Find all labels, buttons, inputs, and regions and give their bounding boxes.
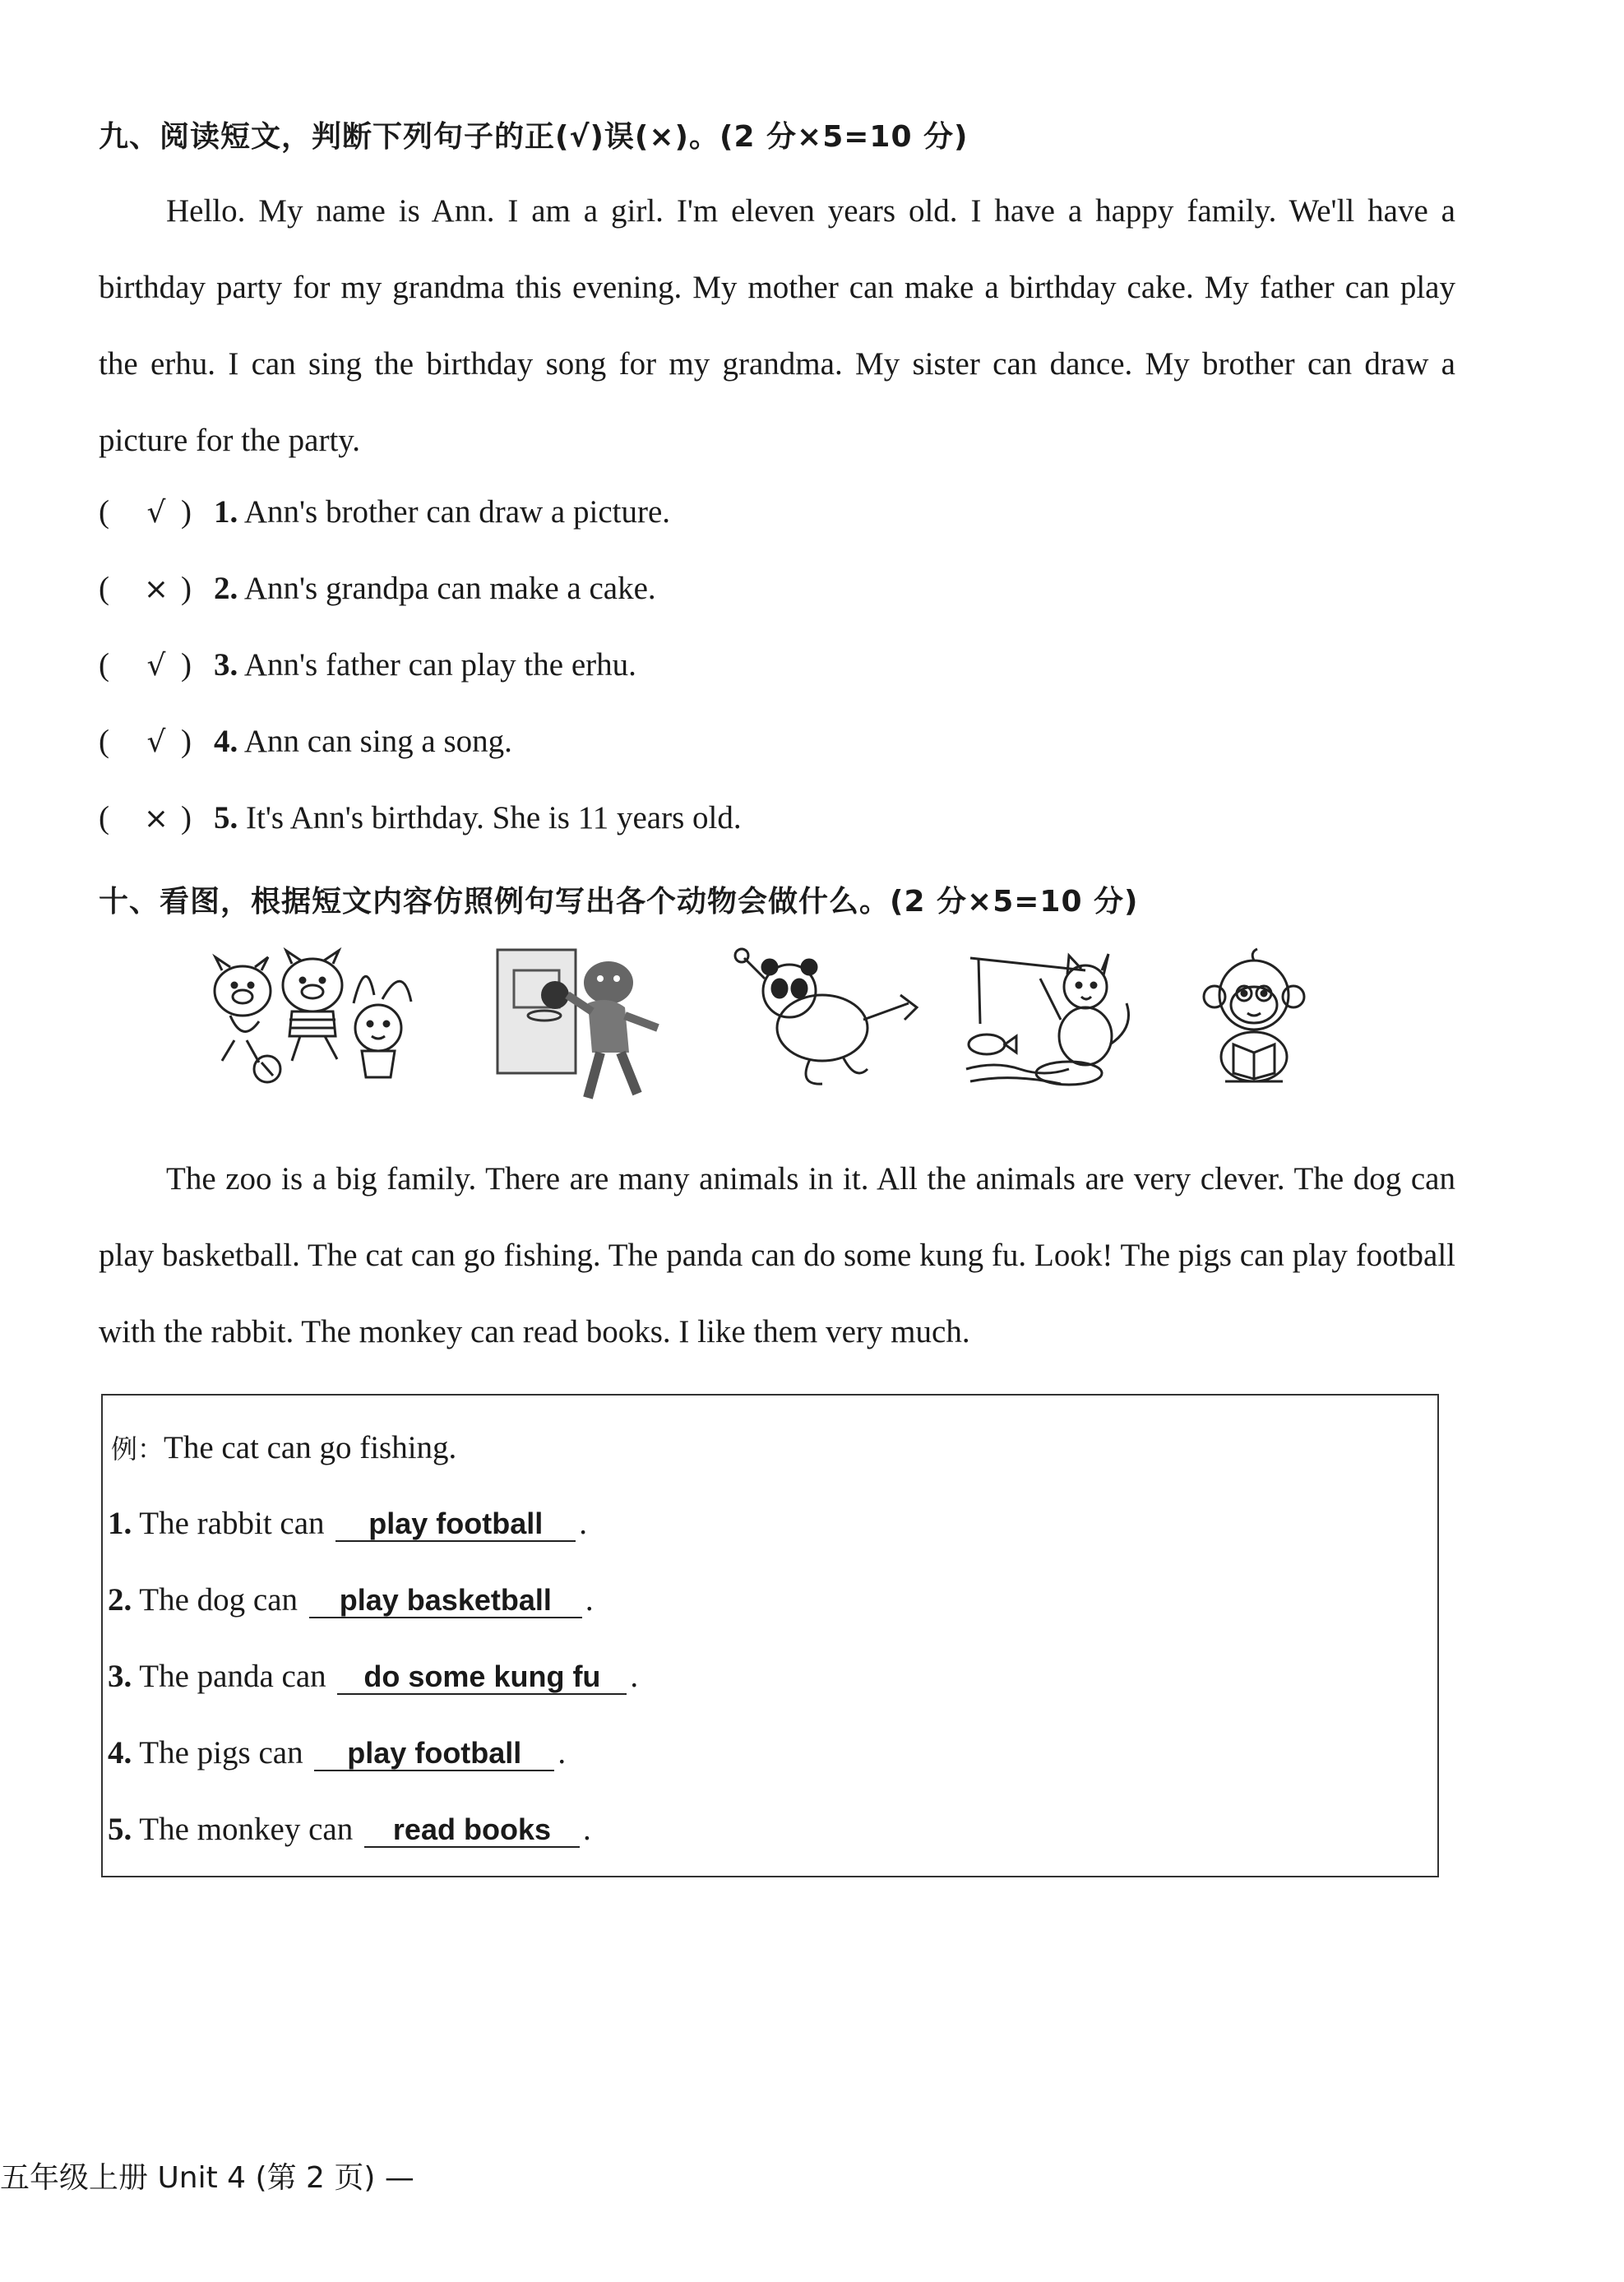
answer-blank[interactable]: read books [364, 1813, 580, 1848]
check-mark: √ [146, 496, 166, 530]
check-mark: √ [146, 725, 166, 759]
section-9-passage: Hello. My name is Ann. I am a girl. I'm eleven years old. I have a happy family. We'll have a birthday party for my grandma this evening. My mother can make a birthday cake. My father can play the erhu. I can sing the birthday song for my grandma. My sister can dance. My brother can draw a picture for the party. [99, 193, 1455, 458]
example-prefix: 例： [111, 1433, 164, 1465]
judge-item: ( √ ) 1. Ann's brother can draw a picture. [99, 494, 671, 530]
answer-line: 1. The rabbit can play football . [108, 1506, 588, 1541]
answer-blank[interactable]: play basketball [309, 1584, 582, 1618]
answer-blank[interactable]: play football [314, 1737, 554, 1771]
check-mark: √ [146, 649, 166, 683]
answer-line: 5. The monkey can read books . [108, 1812, 591, 1847]
section-9-heading: 九、阅读短文，判断下列句子的正(√)误(×)。(2 分×5=10 分) [99, 120, 969, 154]
answer-line: 3. The panda can do some kung fu . [108, 1659, 639, 1694]
answer-box [101, 1394, 1439, 1877]
animal-pictures [189, 946, 1357, 1127]
example-text: The cat can go fishing. [164, 1430, 457, 1465]
judge-item: ( √ ) 4. Ann can sing a song. [99, 724, 512, 759]
cross-mark: × [143, 572, 169, 606]
page-footer: 五年级上册 Unit 4 (第 2 页) — [0, 2161, 414, 2195]
answer-blank[interactable]: play football [335, 1507, 576, 1542]
answer-blank[interactable]: do some kung fu [337, 1660, 627, 1695]
dog-basketball-illustration [493, 946, 682, 1110]
section-10-passage: The zoo is a big family. There are many animals in it. All the animals are very clever. The dog can play basketball. The cat can go fishing. The panda can do some kung fu. Look! The pigs can play football with the rabbit. The monkey can read books. I like them very much. [99, 1161, 1455, 1349]
cross-mark: × [143, 802, 169, 835]
pigs-rabbit-football-illustration [197, 946, 444, 1094]
monkey-reading-illustration [1172, 946, 1336, 1094]
example-line [111, 1428, 456, 1466]
section-10-heading: 十、看图，根据短文内容仿照例句写出各个动物会做什么。(2 分×5=10 分) [99, 885, 1139, 919]
answer-line: 4. The pigs can play football . [108, 1735, 567, 1771]
panda-kungfu-illustration [732, 946, 921, 1094]
cat-fishing-illustration [962, 946, 1143, 1102]
judge-item: ( × ) 5. It's Ann's birthday. She is 11 years old. [99, 800, 742, 835]
answer-line: 2. The dog can play basketball . [108, 1582, 594, 1618]
judge-item: ( √ ) 3. Ann's father can play the erhu. [99, 647, 636, 683]
judge-item: ( × ) 2. Ann's grandpa can make a cake. [99, 571, 656, 606]
